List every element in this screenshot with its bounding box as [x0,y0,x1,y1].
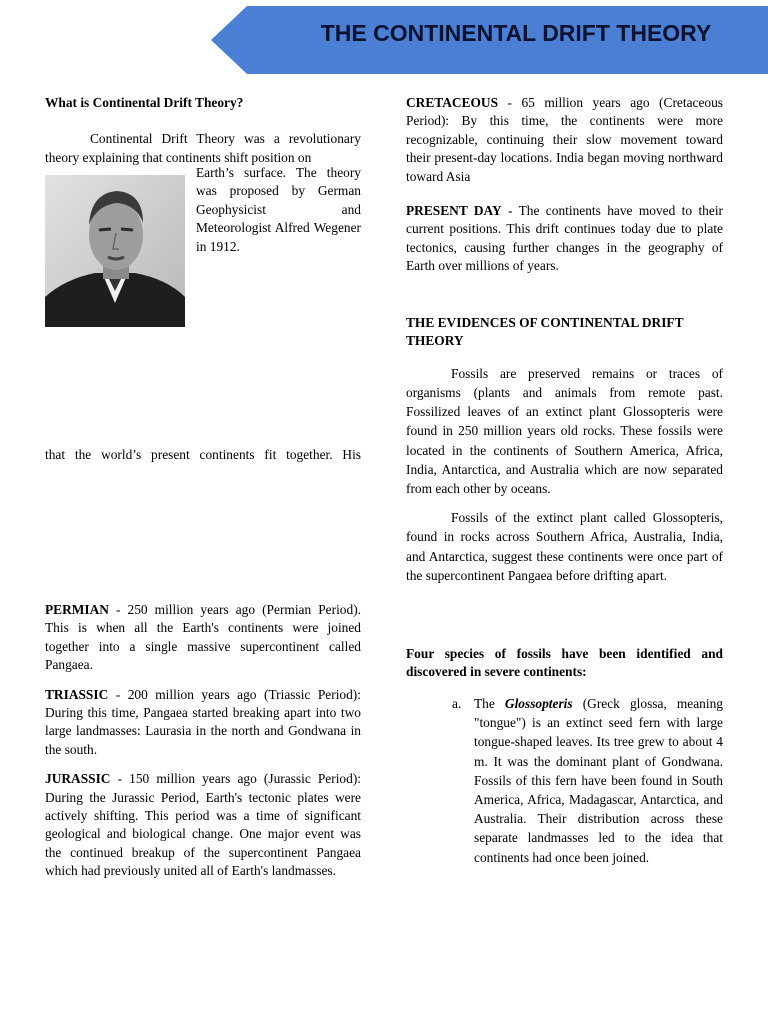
evidence-section [406,314,723,585]
triassic-paragraph [45,686,361,760]
present-day-paragraph [406,202,723,276]
continuation-line: that the world’s present continents fit together. His [45,447,361,462]
intro-paragraph: Continental Drift Theory was a revolutionary theory explaining that continents shift position on [45,131,361,165]
question-heading: What is Continental Drift Theory? [45,95,244,110]
cretaceous-text: - 65 million years ago (Cretaceous Period): By this time, the continents were more recognizable, continuing their slow movement toward their present-day locations. India began moving northward toward Asia [406,95,723,184]
present-day-label: PRESENT DAY [406,203,502,219]
present-day-text: - The continents have moved to their current positions. This drift continues today due to plate tectonics, causing further changes in the geography of Earth over millions of years. [406,203,723,274]
left-periods [45,601,361,881]
species-section [406,645,723,682]
portrait-image [45,175,185,327]
right-periods [406,94,723,276]
list-marker: a. [452,696,462,711]
evidence-paragraph-1: Fossils are preserved remains or traces of organisms (plants and animals from remote past. Fossilized leaves of an extinct plant Glossopteris were found in 250 million years old rocks. These fossils were located in the continents of Southern America, Africa, India, Antarctica, and Australia which are now separated from each other by oceans. [406,365,723,497]
evidence-heading: THE EVIDENCES OF CONTINENTAL DRIFT THEORY [406,315,684,349]
list-item-post: (Greck glossa, meaning "tongue") is an extinct seed fern with large tongue-shaped leaves. Its tree grew to about 4 m. It was the dominant plant of Gondwana. Fossils of this fern have been found in South America, Africa, Madagascar, Antarctica, and Australia. Their distribution across these separate landmasses led to the idea that continents had once been joined. [474,696,723,865]
permian-label: PERMIAN [45,602,109,617]
jurassic-paragraph [45,770,361,880]
portrait-photo [45,175,185,327]
list-item-text [474,694,723,867]
cretaceous-paragraph [406,94,723,186]
left-intro [45,94,361,167]
jurassic-label: JURASSIC [45,771,111,787]
cretaceous-label: CRETACEOUS [406,95,499,110]
page-title: THE CONTINENTAL DRIFT THEORY [320,20,712,46]
evidence-paragraph-2: Fossils of the extinct plant called Glossopteris, found in rocks across Southern Africa, Australia, India, and Antarctica, suggest these continents were once part of the supercontinent Pangaea before drifting apart. [406,510,723,583]
permian-text: - 250 million years ago (Permian Period). This is when all the Earth's continents were joined together into a single massive supercontinent called Pangaea. [45,602,361,673]
triassic-text: - 200 million years ago (Triassic Period): During this time, Pangaea started breaking apart into two large landmasses: Laurasia in the north and Gondwana in the south. [45,686,361,757]
jurassic-text: - 150 million years ago (Jurassic Period): During the Jurassic Period, Earth's tectonic plates were actively shifting. This period was a time of significant geological and biological change. One major event was the continued breakup of the supercontinent Pangaea which had previously united all of Earth's landmasses. [45,771,361,879]
list-item-pre: The [474,696,505,711]
species-term: Glossopteris [504,696,573,711]
intro-wrap-text: Earth’s surface. The theory was proposed by German Geophysicist and Meteorologist Alfred Wegener in 1912. [196,165,361,254]
triassic-label: TRIASSIC [45,686,109,702]
species-heading: Four species of fossils have been identified and discovered in severe continents: [406,646,723,680]
permian-paragraph [45,601,361,675]
